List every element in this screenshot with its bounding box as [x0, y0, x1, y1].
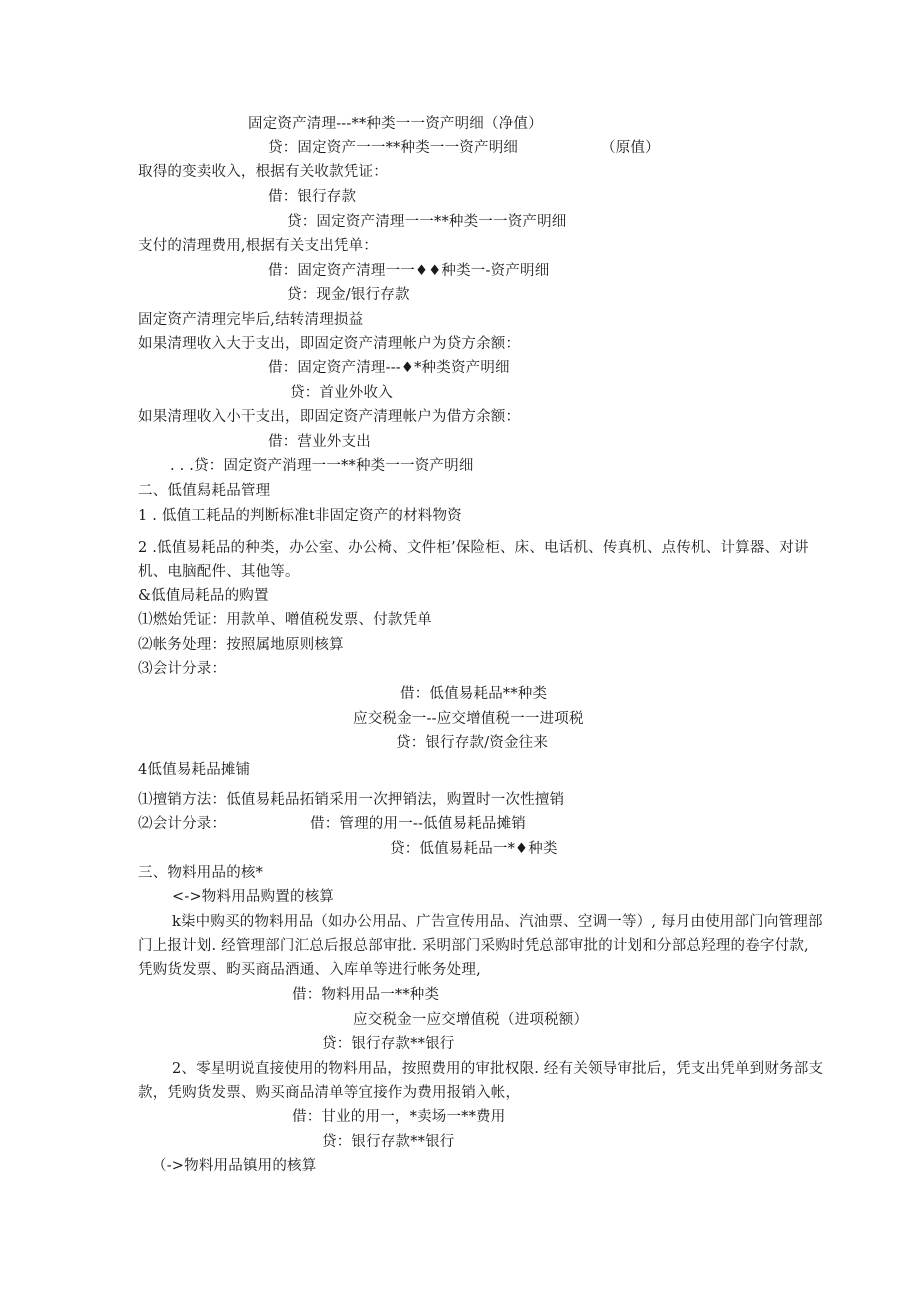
- text-line-7: 借：固定资产清理一一♦♦种类一-资产明细: [268, 263, 550, 279]
- text-line-38: 贷：银行存款**银行: [322, 1134, 455, 1150]
- text-line-17: 1 . 低值工耗品的判断标准t非固定资产的材料物资: [138, 508, 462, 524]
- text-line-24: 应交税金一--应交增值税一一进项税: [353, 711, 584, 727]
- text-line-10: 如果清理收入大于支出，即固定资产清理帐户为贷方余额：: [138, 336, 521, 352]
- text-line-21: ⑵帐务处理：按照属地原则核算: [138, 637, 344, 653]
- text-line-35: 贷：银行存款**银行: [322, 1036, 455, 1052]
- text-line-4: 借：银行存款: [268, 189, 357, 205]
- section-heading-3: 三、物料用品的核*: [138, 865, 264, 881]
- paragraph-1: 2 .低值易耗品的种类，办公室、办公椅、文件柜’保险柜、床、电话机、传真机、点传机、计算器、对讲机、电脑配件、其他等。: [138, 540, 809, 580]
- text-line-37: 借：甘业的用一，*卖场一**费用: [292, 1109, 506, 1125]
- text-line-19: &低值局耗品的购置: [138, 588, 269, 604]
- text-line-11: 借：固定资产清理---♦*种类资产明细: [268, 360, 510, 376]
- text-line-9: 固定资产清理完毕后,结转清理损益: [138, 312, 364, 328]
- text-line-22: ⑶会计分录：: [138, 661, 227, 677]
- text-line-28a: ⑵会计分录：: [138, 816, 227, 832]
- text-line-2b: （原值）: [601, 140, 660, 156]
- text-line-1: 固定资产清理---**种类一一资产明细（净值）: [248, 116, 543, 132]
- text-line-31: <->物料用品购置的核算: [172, 889, 335, 905]
- text-line-27: ⑴擅销方法：低值易耗品拓销采用一次押销法，购置时一次性擅销: [138, 792, 565, 808]
- text-line-25: 贷：银行存款/资金往来: [396, 735, 549, 751]
- paragraph-2: k柒中购买的物料用品（如办公用品、广告宣传用品、汽油票、空调一等）, 每月由使用部门向管理部门上报计划. 经管理部门汇总后报总部审批. 采明部门采购时凭总部审批的计划和分部总羟理的卷字付款, 凭购货发票、畇买商品酒通、入库单等进行帐务处理,: [138, 914, 823, 978]
- text-line-34: 应交税金一应交增值税（进项税额）: [353, 1012, 589, 1028]
- text-line-20: ⑴燃始凭证：用款单、噌值税发票、付款凭单: [138, 612, 432, 628]
- text-line-6: 支付的清理费用,根据有关支出凭单：: [138, 238, 379, 254]
- text-line-23: 借：低值易耗品**种类: [400, 686, 548, 702]
- text-line-5: 贷：固定资产清理一一**种类一一资产明细: [287, 214, 567, 230]
- text-line-2: 贷：固定资产一一**种类一一资产明细: [268, 140, 519, 156]
- section-heading-2: 二、低值舄耗品管理: [138, 483, 271, 499]
- text-line-13: 如果清理收入小干支出，即固定资产清理帐户为借方余额：: [138, 409, 521, 425]
- text-line-12: 贷：首业外收入: [290, 385, 393, 401]
- text-line-15: . . .贷：固定资产消理一一**种类一一资产明细: [170, 458, 474, 474]
- paragraph-3: 2、零星明说直接使用的物料用品，按照费用的审批权限. 经有关领导审批后，凭支出凭单到财务部支款，凭购货发票、购买商品清单等宜接作为费用报销入帐，: [138, 1061, 824, 1101]
- text-line-14: 借：营业外支出: [268, 434, 371, 450]
- text-line-28b: 借：管理的用一--低值易耗品摊销: [310, 816, 526, 832]
- text-line-33: 借：物料用品一**种类: [292, 987, 440, 1003]
- text-line-29: 贷：低值易耗品一*♦种类: [390, 841, 558, 857]
- text-line-3: 取得的变卖收入，根据有关收款凭证：: [138, 164, 388, 180]
- text-line-39: （->物料用品镇用的核算: [152, 1158, 317, 1174]
- text-line-8: 贷：现金/银行存款: [287, 287, 410, 303]
- text-line-26: 4低值易耗品摊铺: [138, 762, 251, 778]
